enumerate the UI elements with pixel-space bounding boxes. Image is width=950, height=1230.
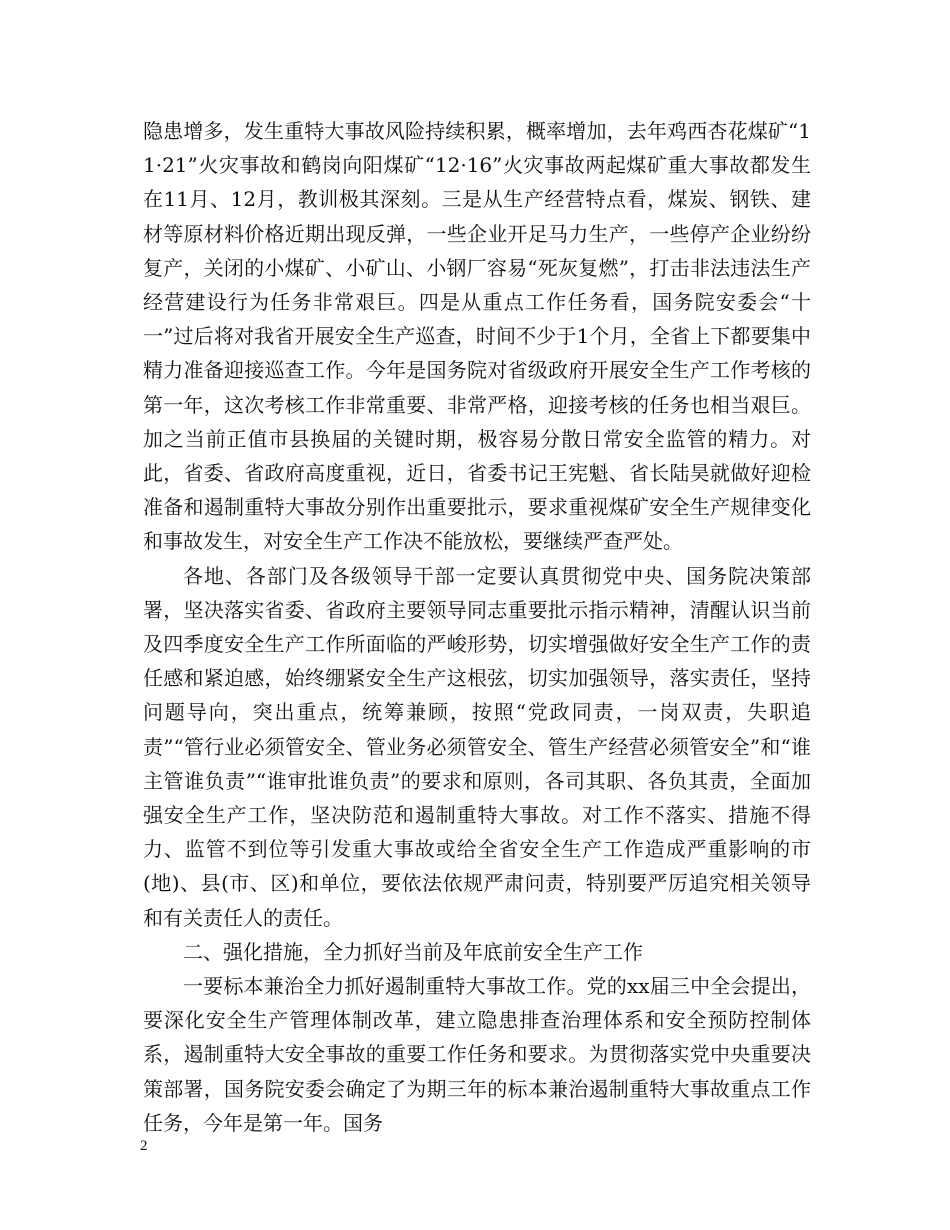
- page-number: 2: [140, 1138, 148, 1154]
- section-heading: 二、强化措施，全力抓好当前及年底前安全生产工作: [183, 939, 643, 964]
- paragraph-3: 一要标本兼治全力抓好遏制重特大事故工作。党的xx届三中全会提出，要深化安全生产管理体制改革，建立隐患排查治理体系和安全预防控制体系，遏制重特大安全事故的重要工作任务和要求。为贯彻落实党中央重要决策部署，国务院安委会确定了为期三年的标本兼治遏制重特大事故重点工作任务，今年是第一年。国务: [143, 974, 811, 1135]
- paragraph-2: 各地、各部门及各级领导干部一定要认真贯彻党中央、国务院决策部署，坚决落实省委、省政府主要领导同志重要批示指示精神，清醒认识当前及四季度安全生产工作所面临的严峻形势，切实增强做好安全生产工作的责任感和紧迫感，始终绷紧安全生产这根弦，切实加强领导，落实责任，坚持问题导向，突出重点，统筹兼顾，按照“党政同责，一岗双责，失职追责”“管行业必须管安全、管业务必须管安全、管生产经营必须管安全”和“谁主管谁负责”“谁审批谁负责”的要求和原则，各司其职、各负其责，全面加强安全生产工作，坚决防范和遏制重特大事故。对工作不落实、措施不得力、监管不到位等引发重大事故或给全省安全生产工作造成严重影响的市(地)、县(市、区)和单位，要依法依规严肃问责，特别要严厉追究相关领导和有关责任人的责任。: [143, 563, 811, 930]
- paragraph-1: 隐患增多，发生重特大事故风险持续积累，概率增加，去年鸡西杏花煤矿“11·21”火灾事故和鹤岗向阳煤矿“12·16”火灾事故两起煤矿重大事故都发生在11月、12月，教训极其深刻。三是从生产经营特点看，煤炭、钢铁、建材等原材料价格近期出现反弹，一些企业开足马力生产，一些停产企业纷纷复产，关闭的小煤矿、小矿山、小钢厂容易“死灰复燃”，打击非法违法生产经营建设行为任务非常艰巨。四是从重点工作任务看，国务院安委会“十一”过后将对我省开展安全生产巡查，时间不少于1个月，全省上下都要集中精力准备迎接巡查工作。今年是国务院对省级政府开展安全生产工作考核的第一年，这次考核工作非常重要、非常严格，迎接考核的任务也相当艰巨。加之当前正值市县换届的关键时期，极容易分散日常安全监管的精力。对此，省委、省政府高度重视，近日，省委书记王宪魁、省长陆昊就做好迎检准备和遏制重特大事故分别作出重要批示，要求重视煤矿安全生产规律变化和事故发生，对安全生产工作决不能放松，要继续严查严处。: [143, 119, 811, 554]
- document-body: [143, 114, 811, 1140]
